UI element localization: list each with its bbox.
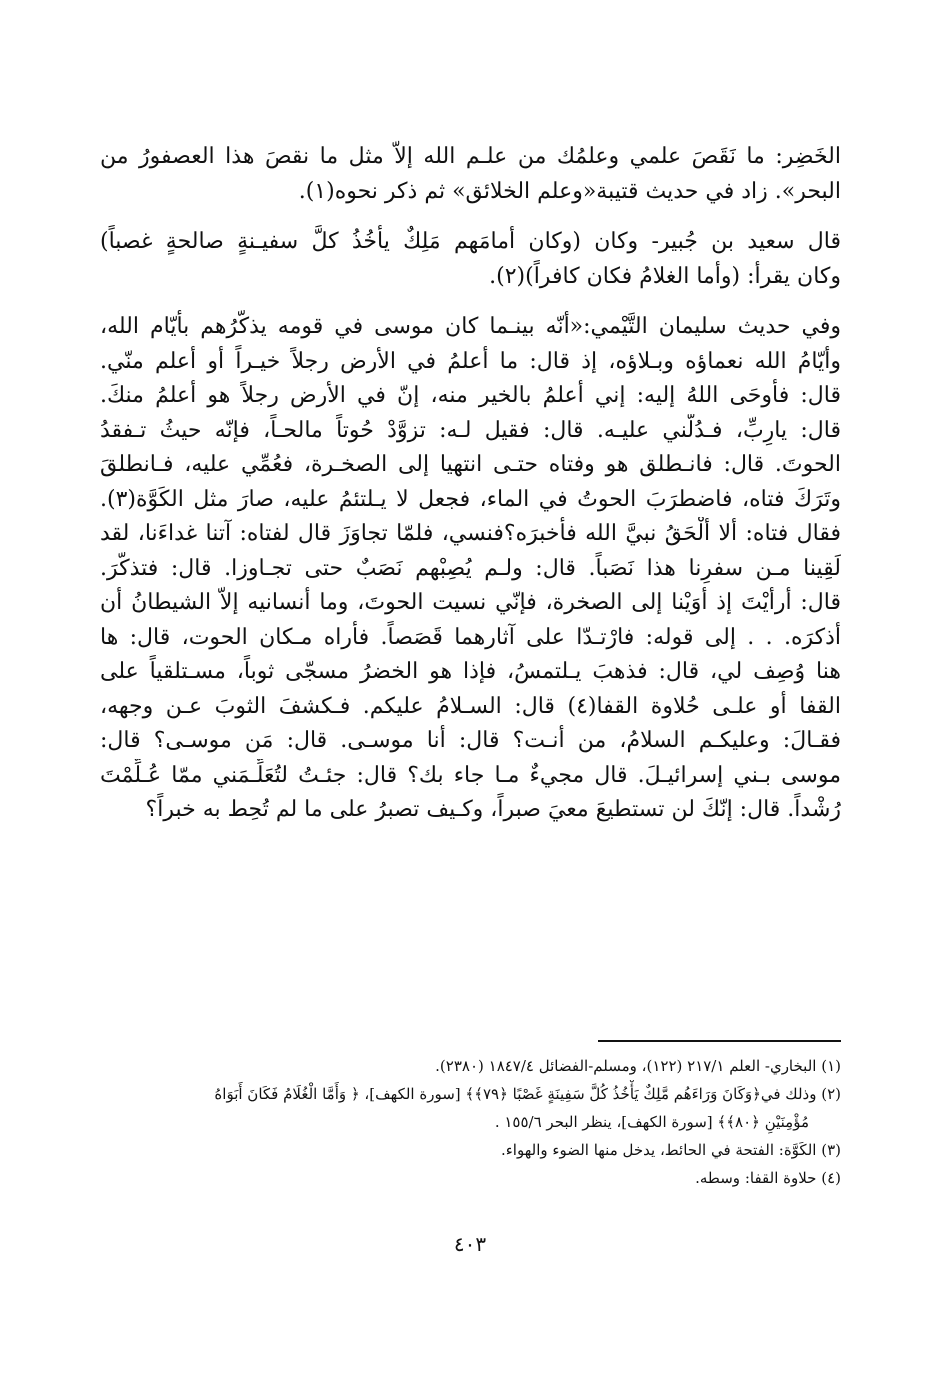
- main-text: [100, 140, 841, 828]
- text-line: قال سعيد بن جُبير- وكان (وكان أمامَهم مَلِكٌ يأخُذُ كلَّ سفيـنةٍ صالحةٍ غصباً): [100, 229, 841, 254]
- text-line: القفا أو علـى حُلاوة القفا(٤) قال: السـلامُ عليكم. فـكشفَ الثوبَ عـن وجهه،: [100, 693, 841, 719]
- page-number: ٤٠٣: [453, 1232, 487, 1256]
- footnotes: [100, 1052, 841, 1192]
- text-line: وكان يقرأ: (وأما الغلامُ فكان كافراً)(٢).: [489, 263, 841, 289]
- paragraph: [100, 310, 841, 828]
- text-line: أذكرَه. . . إلى قوله: فارْتـدّا على آثارهما قَصَصاً. فأراه مـكان الحوت، قال: ها: [100, 624, 841, 650]
- footnote-2: (٢) وذلك في﴿وَكَانَ وَرَاءَهُم مَّلِكٌ يَأْخُذُ كُلَّ سَفِينَةٍ غَصْبًا ﴿٧٩﴾﴾ [سورة الكهف]، ﴿ وَأَمَّا الْغُلَامُ فَكَانَ أَبَوَاهُ: [214, 1085, 841, 1103]
- footnote-3: (٣) الكَوَّة: الفتحة في الحائط، يدخل منها الضوء والهواء.: [500, 1141, 841, 1159]
- text-line: البحر». زاد في حديث قتيبة«وعلم الخلائق» ثم ذكر نحوه(١).: [298, 178, 841, 204]
- text-line: فقال فتاه: ألا ألْحَقُ نبيَّ الله فأخبرَه؟فنسي، فلمّا تجاوَزَ قال لفتاه: آتنا غداءَنا، لقد: [100, 521, 841, 546]
- text-line: وأيّامُ الله نعماؤه وبـلاؤه، إذ قال: ما أعلمُ في الأرض رجلاً خيـراً أو أعلم منّي.: [100, 348, 841, 374]
- footnote-1: (١) البخاري- العلم ٢١٧/١ (١٢٢)، ومسلم-الفضائل ١٨٤٧/٤ (٢٣٨٠).: [435, 1057, 841, 1075]
- text-line: الحوتَ. قال: فانـطلق هو وفتاه حتـى انتهيا إلى الصخـرة، فعُمِّي عليه، فـانطلقَ: [100, 452, 841, 477]
- text-line: الخَضِر: ما نَقَصَ علمي وعلمُك من علـم الله إلاّ مثل ما نقصَ هذا العصفورُ من: [100, 144, 841, 169]
- footnote-2-continued: مُؤْمِنَيْنِ ﴿٨٠﴾﴾ [سورة الكهف]، ينظر البحر ١٥٥/٦ .: [494, 1113, 809, 1131]
- paragraph: [100, 140, 841, 209]
- text-line: وتَرَكَ فتاه، فاضطرَبَ الحوتُ في الماء، فجعل لا يـلتئمُ عليه، صارَ مثل الكَوَّة(٣).: [100, 486, 841, 512]
- text-line: لَقِينا مـن سفرِنا هذا نَصَباً. قال: ولـم يُصِبْهم نَصَبٌ حتى تجـاوزا. قال: فتذكَّرَ.: [100, 555, 841, 581]
- text-line: قال: أرأيْتَ إذ أوَيْنا إلى الصخرة، فإنّي نسيت الحوتَ، وما أنسانيه إلاّ الشيطانُ أن: [100, 590, 841, 615]
- text-line: قال: فأَوحَى اللهُ إليه: إني أعلمُ بالخير منه، إنّ في الأرض رجلاً هو أعلمُ منكَ.: [100, 383, 841, 408]
- text-line: فقـالَ: وعليكـم السلامُ، من أنـت؟ قال: أنا موسـى. قال: مَن موسـى؟ قال:: [100, 728, 841, 753]
- text-line: قال: يارِبِّ، فـدُلَّني عليـه. قال: فقيل لـه: تزوَّدْ حُوتاً مالحـاً، فإنّه حيثُ تـفقدُ: [100, 417, 841, 443]
- text-line: هنا وُصِف لي، قال: فذهبَ يـلتمسُ، فإذا هو الخضرُ مسجّى ثوباً، مسـتلقياً على: [100, 659, 841, 684]
- footnote-4: (٤) حلاوة القفا: وسطه.: [695, 1169, 841, 1187]
- text-line: موسى بـني إسرائيـلَ. قال مجيءٌ مـا جاء بك؟ قال: جئـتُ لتُعَلِّـمَني ممّا عُـلِّمْتَ: [100, 762, 841, 788]
- footnote-divider: [598, 1040, 841, 1042]
- paragraph: [100, 225, 841, 294]
- text-line: وفي حديث سليمان التَّيْمي:«أنّه بينـما كان موسى في قومه يذكّرُهم بأيّام الله،: [100, 314, 841, 339]
- text-line: رُشْداً. قال: إنّكَ لن تستطيعَ معيَ صبراً، وكـيف تصبرُ على ما لم تُحِط به خبراً؟: [145, 797, 841, 822]
